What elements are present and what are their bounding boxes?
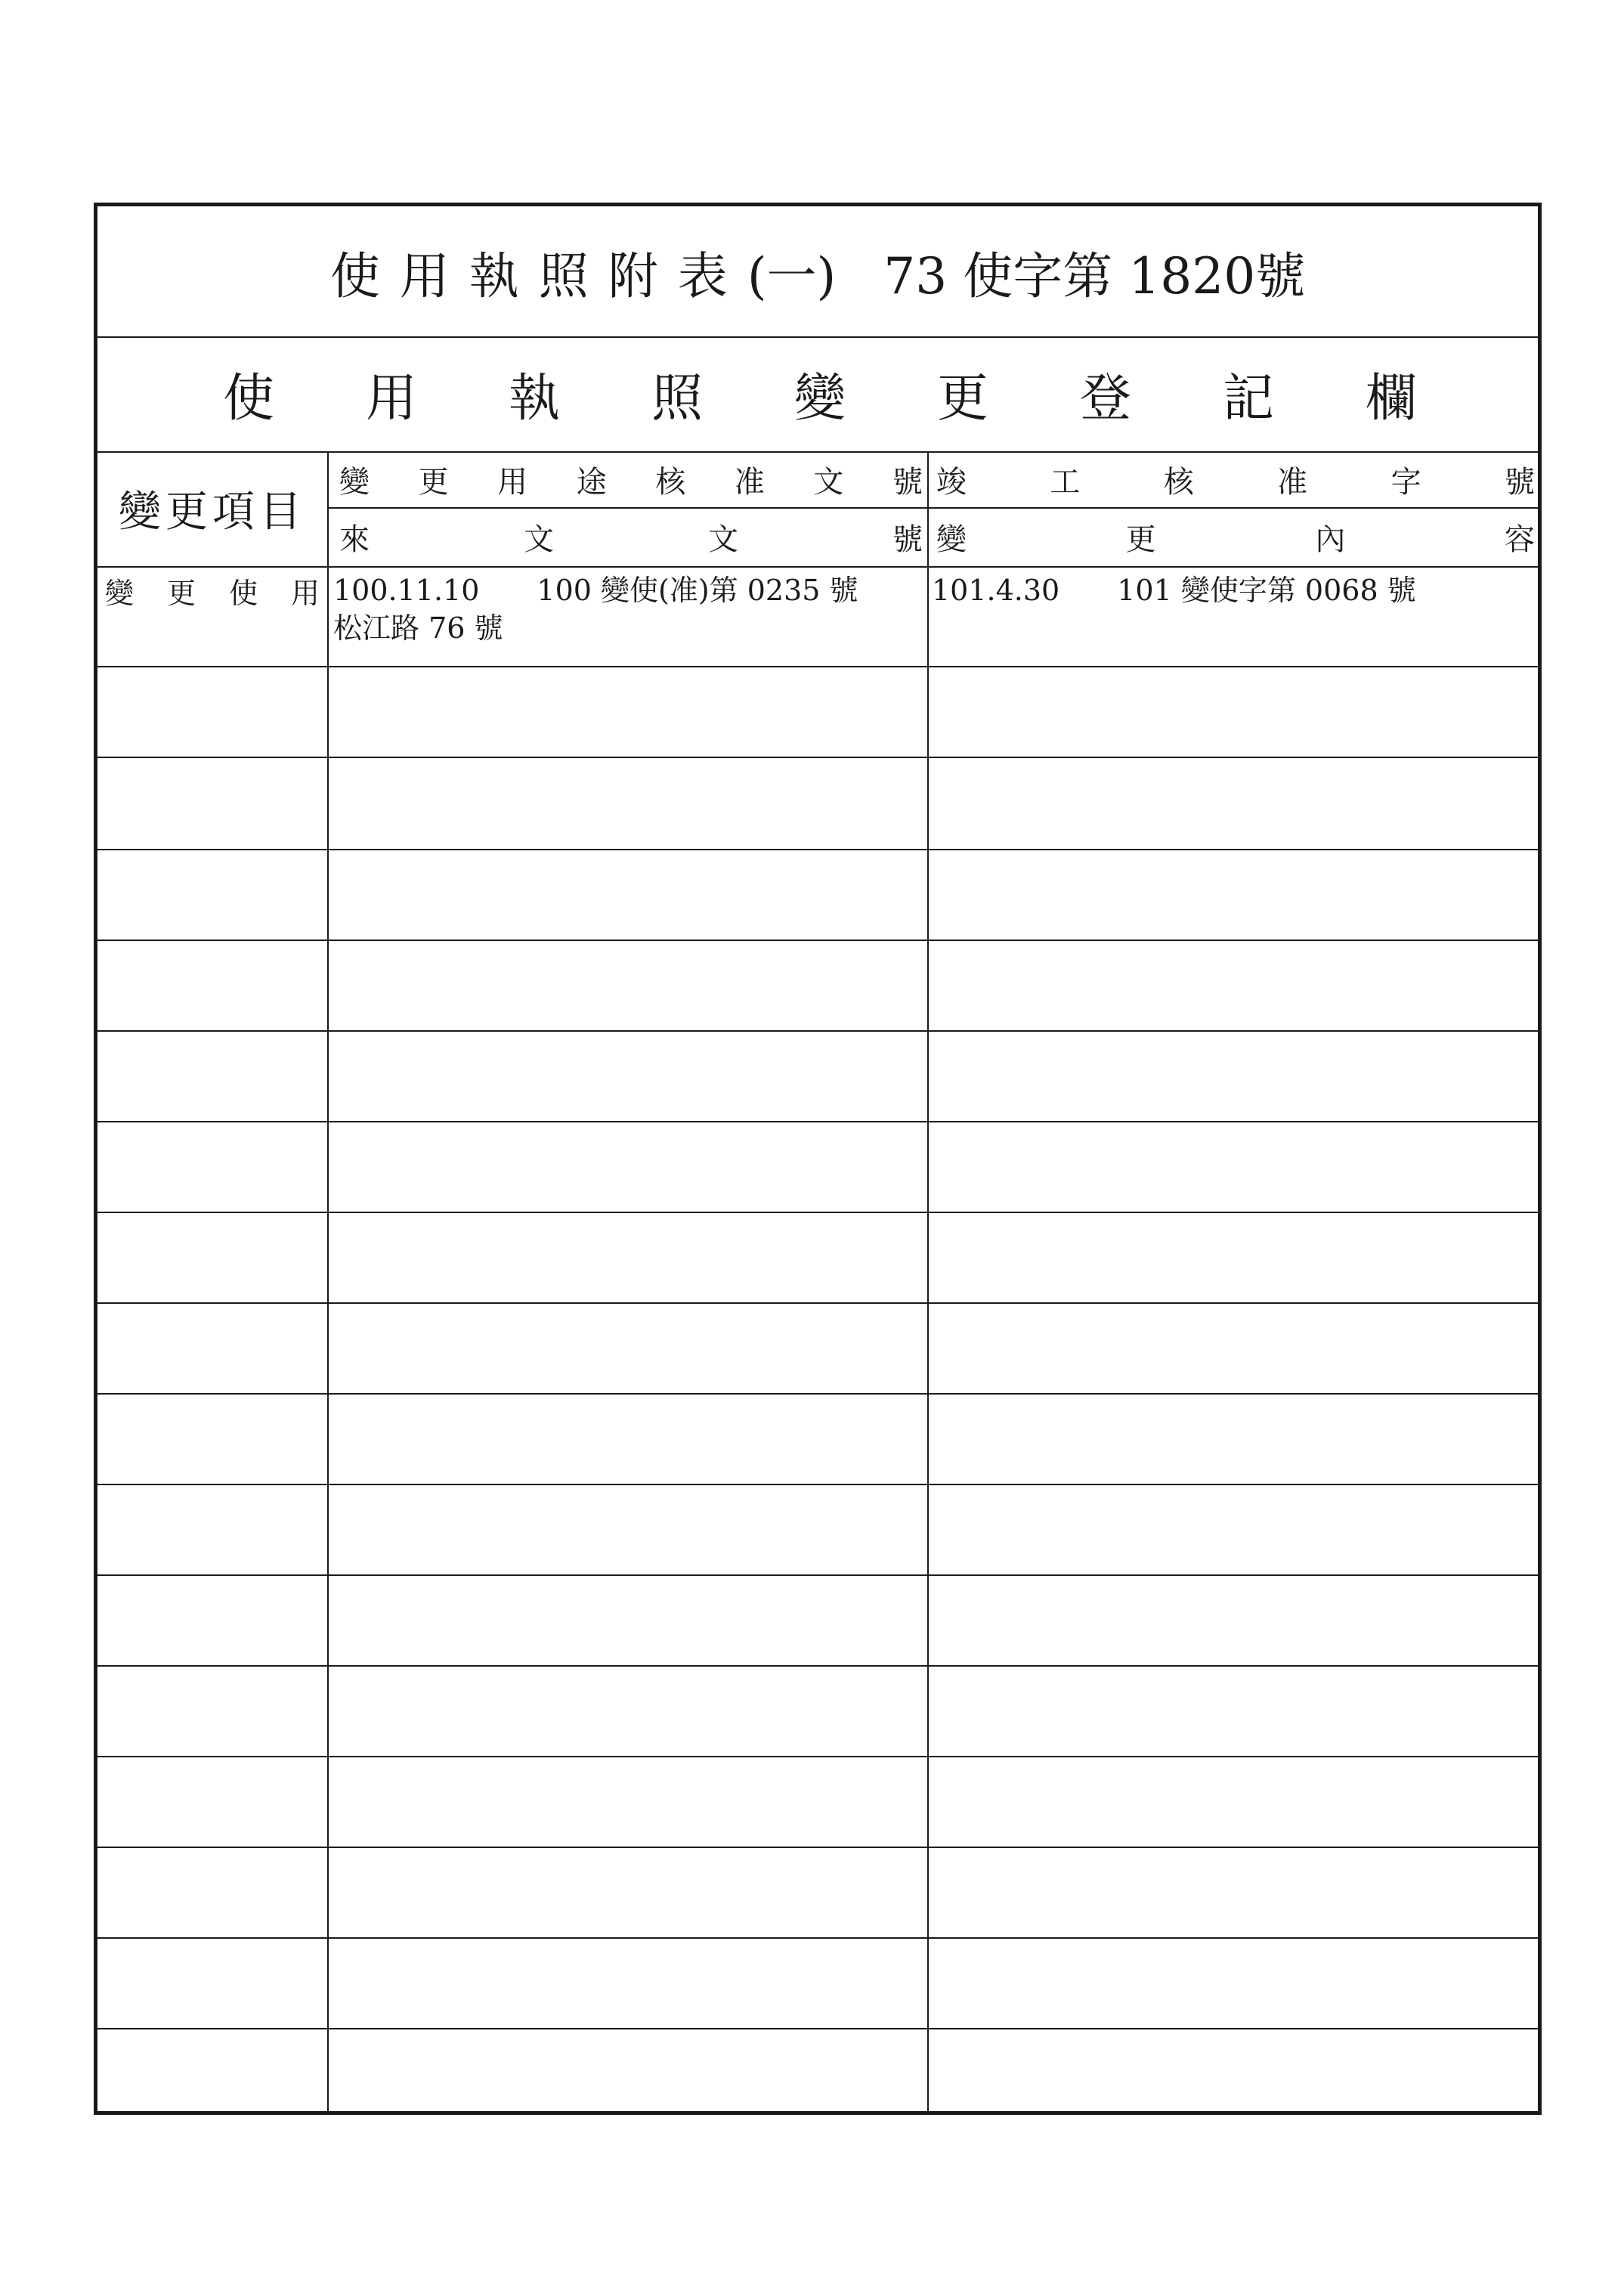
subtitle-char: 用: [365, 368, 417, 429]
column-divider: [927, 451, 929, 2111]
header-char: 用: [497, 464, 528, 500]
title-type-label: 使字第: [963, 246, 1113, 305]
header-char: 文: [524, 522, 554, 557]
row-divider: [97, 1574, 1538, 1576]
subtitle-char: 登: [1079, 368, 1131, 429]
row-divider: [97, 1847, 1538, 1848]
header-completion-approval-number: [929, 451, 1538, 507]
header-char: 文: [708, 522, 738, 557]
title-paren: (一): [747, 246, 837, 305]
row-divider: [97, 1030, 1538, 1032]
row-divider: [97, 1937, 1538, 1939]
header-char: 核: [655, 464, 686, 500]
row-item-char: 使: [228, 576, 258, 610]
document-title: [97, 206, 1538, 336]
row-item-char: 變: [105, 576, 135, 610]
header-char: 工: [1050, 464, 1081, 500]
header-char: 准: [1277, 464, 1308, 500]
row-approval-doc-line1: 100.11.10 100 變使(准)第 0235 號: [333, 574, 858, 607]
row-address: 松江路 76 號: [333, 611, 503, 645]
header-char: 變: [936, 522, 967, 557]
header-char: 容: [1504, 522, 1535, 557]
column-divider: [327, 451, 329, 2111]
row-divider: [97, 1121, 1538, 1122]
row-divider: [97, 757, 1538, 758]
header-char: 更: [1125, 522, 1156, 557]
header-char: 號: [892, 464, 923, 500]
header-incoming-doc-number: [332, 507, 927, 566]
row-divider: [97, 1393, 1538, 1395]
header-char: 變: [339, 464, 370, 500]
subtitle-char: 照: [651, 368, 703, 429]
header-char: 途: [576, 464, 607, 500]
row-divider: [97, 940, 1538, 941]
header-char: 核: [1163, 464, 1194, 500]
row-divider: [97, 2028, 1538, 2029]
header-split-line: [327, 507, 1538, 509]
row-completion-approval-line1: 101.4.30 101 變使字第 0068 號: [932, 574, 1416, 607]
title-number-b: 1820: [1128, 246, 1256, 305]
header-char: 號: [1504, 464, 1535, 500]
subtitle-char: 變: [793, 368, 846, 429]
subtitle-char: 記: [1222, 368, 1274, 429]
row-item: [101, 569, 324, 611]
header-approval-doc-number: [332, 451, 927, 507]
title-prefix: 使用執照附表: [329, 246, 747, 305]
divider: [97, 566, 1538, 568]
row-divider: [97, 1484, 1538, 1485]
row-divider: [97, 1756, 1538, 1757]
row-divider: [97, 849, 1538, 850]
title-number-a: 73: [883, 246, 948, 305]
row-item-char: 用: [290, 576, 320, 610]
row-divider: [97, 1665, 1538, 1667]
section-subtitle: [97, 336, 1538, 451]
subtitle-char: 欄: [1365, 368, 1417, 429]
header-change-content: [929, 507, 1538, 566]
row-divider: [97, 666, 1538, 667]
change-registration-table: [94, 203, 1542, 2115]
header-char: 字: [1390, 464, 1421, 500]
row-item-char: 更: [166, 576, 196, 610]
row-divider: [97, 1212, 1538, 1213]
header-char: 文: [813, 464, 844, 500]
subtitle-char: 更: [936, 368, 988, 429]
header-char: 來: [339, 522, 370, 557]
header-item-label: 變更項目: [119, 488, 306, 537]
header-char: 號: [892, 522, 923, 557]
subtitle-char: 使: [223, 368, 275, 429]
title-suffix: 號: [1255, 246, 1306, 305]
row-divider: [97, 1302, 1538, 1304]
header-char: 內: [1315, 522, 1346, 557]
header-char: 更: [418, 464, 449, 500]
header-char: 准: [734, 464, 765, 500]
header-char: 竣: [936, 464, 967, 500]
subtitle-char: 執: [508, 368, 560, 429]
